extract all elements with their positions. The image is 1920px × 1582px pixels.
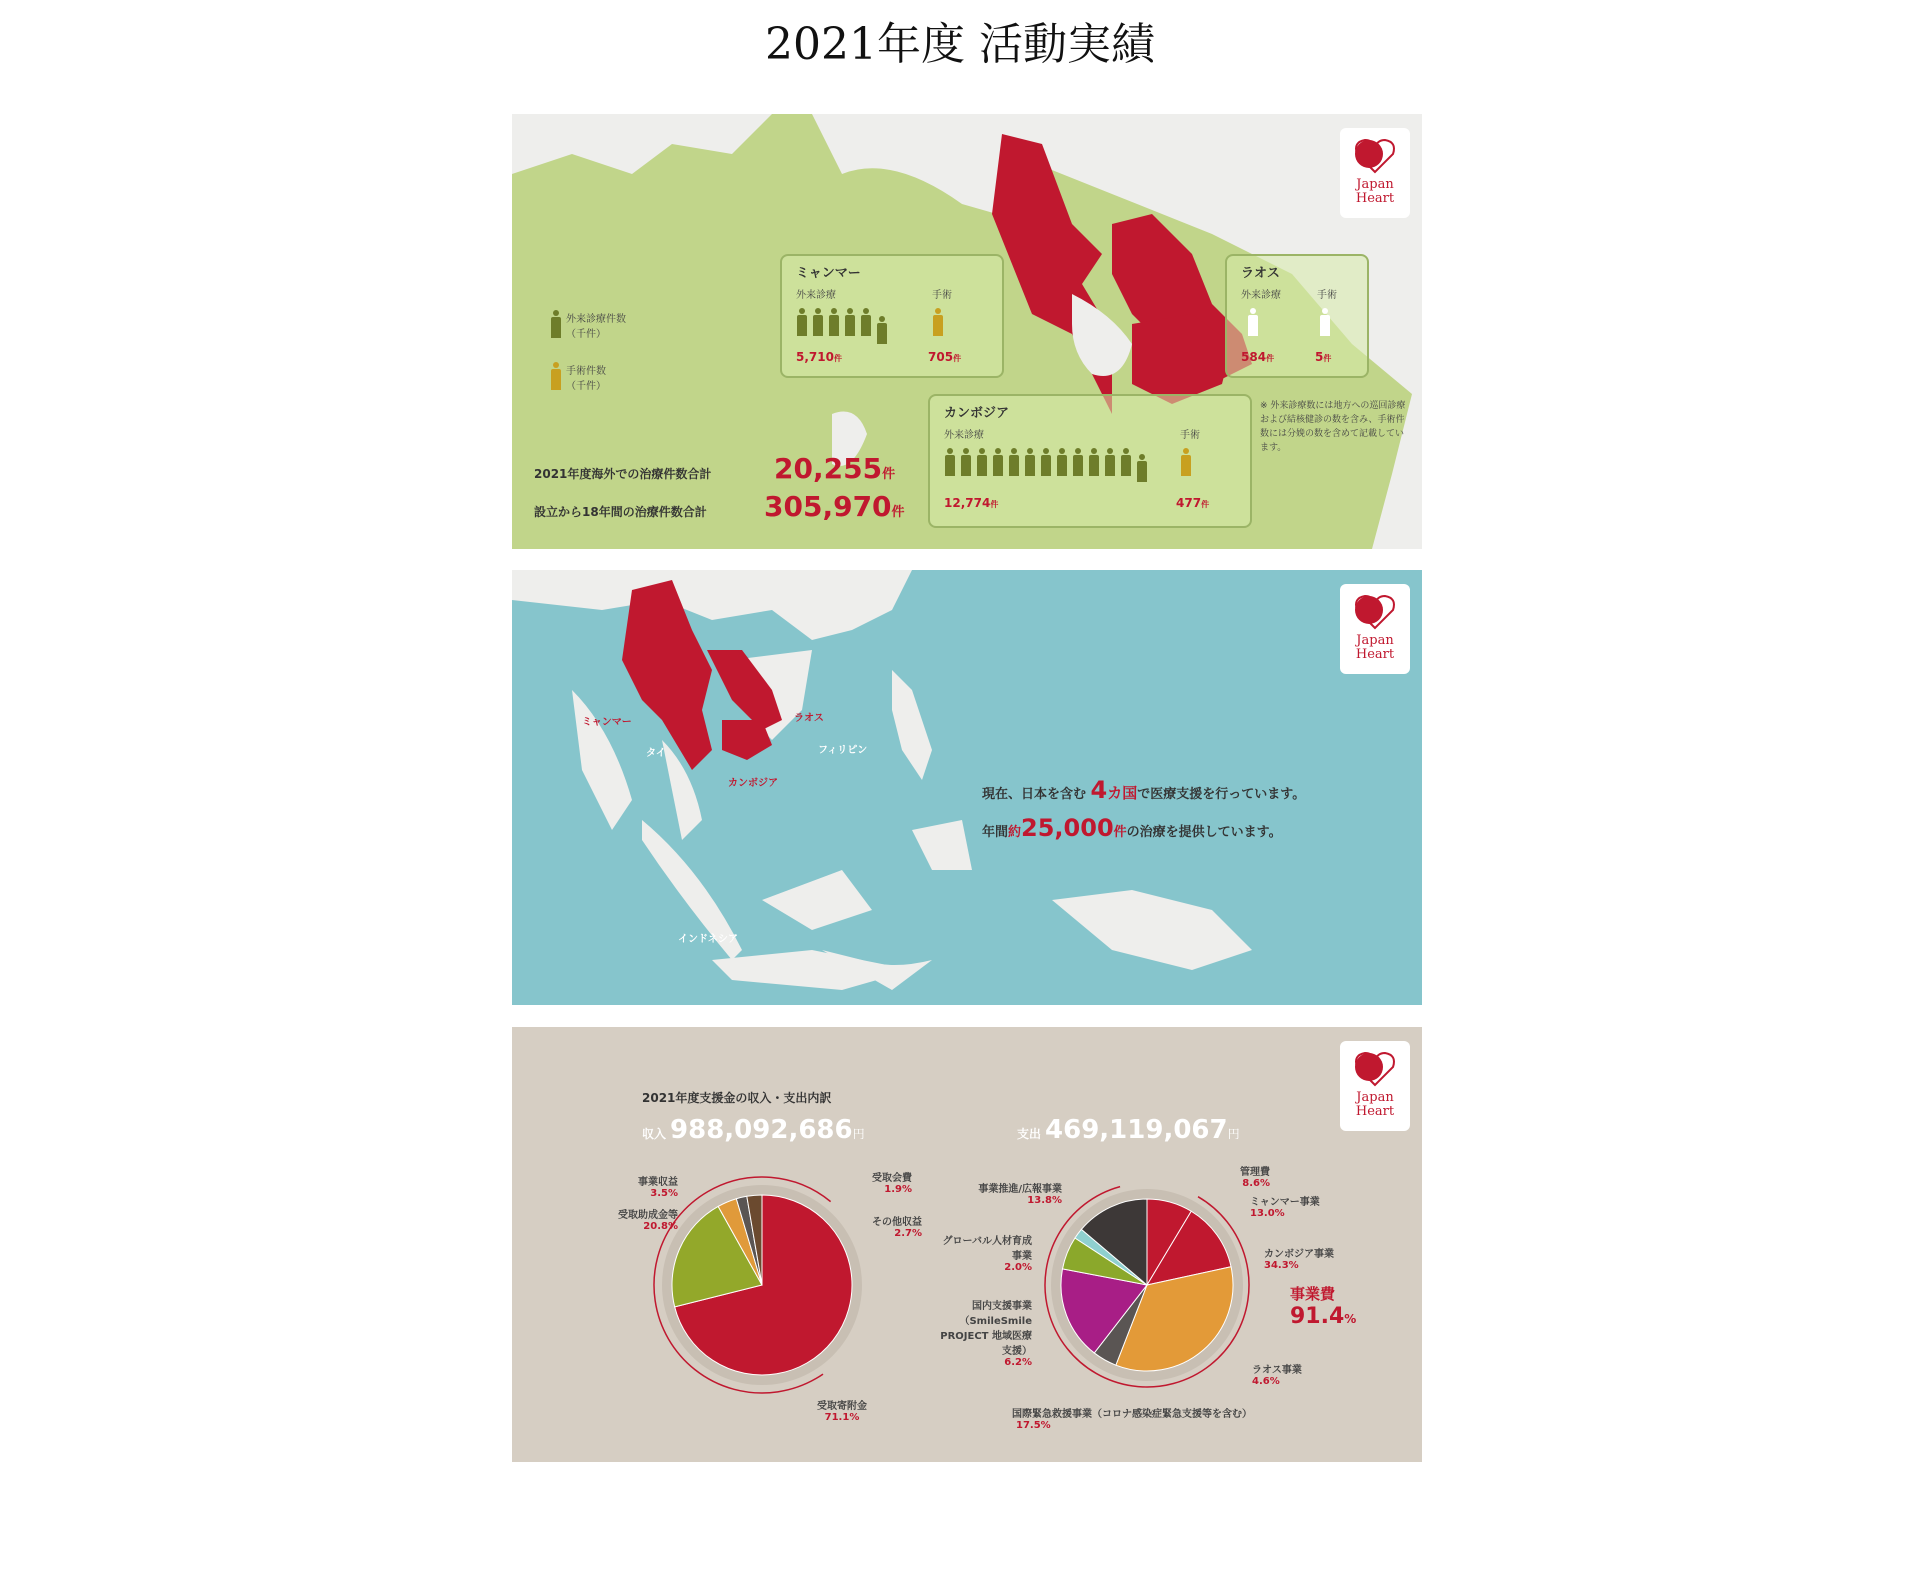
income-label-grants: 受取助成金等 20.8% bbox=[618, 1210, 678, 1232]
page-title: 2021年度 活動実績 bbox=[765, 19, 1155, 70]
expense-label-myanmar: ミャンマー事業 13.0% bbox=[1250, 1197, 1320, 1219]
myanmar-outpatient-icons bbox=[796, 308, 892, 342]
legend: 外来診療件数 （千件） 手術件数 （千件） bbox=[550, 310, 626, 392]
laos-surgery-icon bbox=[1319, 308, 1331, 338]
treatments-statement: 年間約25,000件の治療を提供しています。 bbox=[982, 814, 1282, 842]
income-label-business: 事業収益 3.5% bbox=[638, 1177, 678, 1199]
heart-logo-icon bbox=[1351, 592, 1399, 630]
income-label-fees: 受取会費 1.9% bbox=[872, 1173, 912, 1195]
heart-logo-icon bbox=[1351, 136, 1399, 174]
finance-heading: 2021年度支援金の収入・支出内訳 bbox=[642, 1091, 832, 1105]
total-18-years: 設立から18年間の治療件数合計 305,970 件 bbox=[534, 490, 905, 523]
total-2021: 2021年度海外での治療件数合計 20,255 件 bbox=[534, 452, 896, 485]
japan-heart-logo-3: Japan Heart bbox=[1340, 1041, 1410, 1131]
expense-total: 支出 469,119,067 円 bbox=[1017, 1115, 1240, 1145]
japan-heart-logo: Japan Heart bbox=[1340, 128, 1410, 218]
expense-label-laos: ラオス事業 4.6% bbox=[1252, 1365, 1302, 1387]
income-label-donations: 受取寄附金 71.1% bbox=[817, 1401, 867, 1423]
japan-heart-logo-2: Japan Heart bbox=[1340, 584, 1410, 674]
expense-label-global: グローバル人材育成事業 2.0% bbox=[942, 1236, 1032, 1273]
country-map-panel bbox=[512, 570, 1422, 1005]
outpatient-icon bbox=[550, 310, 562, 340]
myanmar-stats-box: ミャンマー 外来診療 手術 5,710件 705件 bbox=[780, 254, 1004, 378]
label-cambodia: カンボジア bbox=[728, 778, 778, 789]
label-thailand: タイ bbox=[646, 748, 666, 759]
expense-label-admin: 管理費 8.6% bbox=[1240, 1167, 1270, 1189]
label-laos: ラオス bbox=[794, 713, 824, 724]
label-indonesia: インドネシア bbox=[678, 934, 738, 945]
expense-label-cambodia: カンボジア事業 34.3% bbox=[1264, 1249, 1334, 1271]
expense-label-domestic: 国内支援事業（SmileSmile PROJECT 地域医療支援） 6.2% bbox=[940, 1301, 1032, 1368]
expense-label-emergency: 国際緊急救援事業（コロナ感染症緊急支援等を含む） 17.5% bbox=[1012, 1409, 1252, 1431]
label-myanmar: ミャンマー bbox=[582, 717, 632, 728]
income-label-other: その他収益 2.7% bbox=[872, 1217, 922, 1239]
laos-stats-box: ラオス 外来診療 手術 584件 5件 bbox=[1225, 254, 1369, 378]
income-total: 収入 988,092,686 円 bbox=[642, 1115, 865, 1145]
laos-outpatient-icon bbox=[1247, 308, 1259, 338]
expense-label-pr: 事業推進/広報事業 13.8% bbox=[978, 1184, 1062, 1206]
cambodia-surgery-icon bbox=[1180, 448, 1192, 478]
finance-panel bbox=[512, 1027, 1422, 1462]
cambodia-outpatient-icons bbox=[944, 448, 1152, 482]
business-cost-total: 事業費 91.4% bbox=[1290, 1285, 1357, 1329]
treatment-stats-panel bbox=[512, 114, 1422, 549]
label-philippines: フィリピン bbox=[818, 745, 868, 756]
myanmar-surgery-icon bbox=[932, 308, 944, 338]
surgery-icon bbox=[550, 362, 562, 392]
footnote: ※ 外来診療数には地方への巡回診療および結核健診の数を含み、手術件数には分娩の数を含めて記載しています。 bbox=[1260, 401, 1406, 453]
countries-statement: 現在、日本を含む 4カ国で医療支援を行っています。 bbox=[982, 776, 1306, 804]
cambodia-stats-box: カンボジア 外来診療 手術 12,774件 477件 bbox=[928, 394, 1252, 528]
